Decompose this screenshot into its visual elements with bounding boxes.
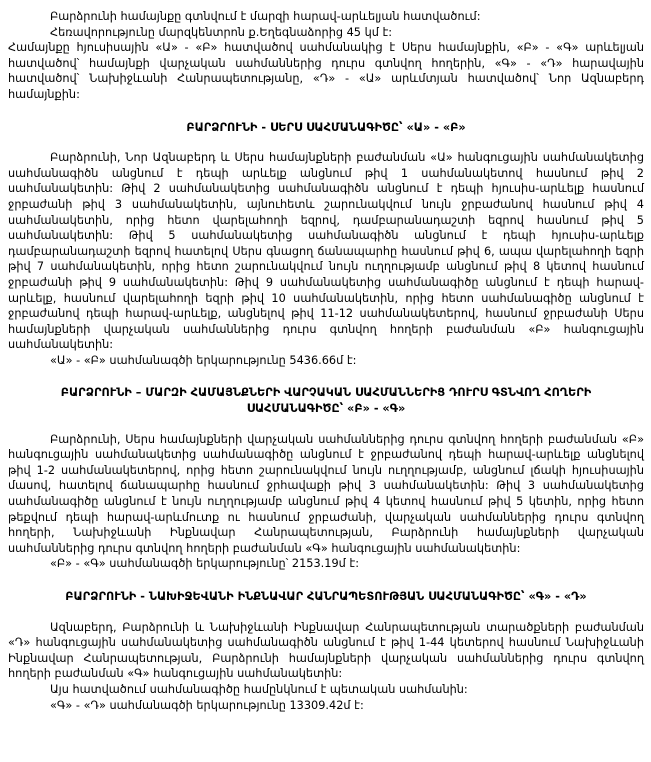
section-length-a-b: «Ա» - «Բ» սահմանագծի երկարությունը 5436.66մ է: <box>50 353 357 367</box>
section-length-b-g: «Բ» - «Գ» սահմանագծի երկարությունը՝ 2153.19մ է: <box>50 557 360 571</box>
section-heading-g-d: ԲԱՐՁՐՈՒՆԻ - ՆԱԽԻՋԵՎԱՆԻ ԻՆՔՆԱՎԱՐ ՀԱՆՐԱՊԵՏՈՒԹՅԱՆ ՍԱՀՄԱՆԱԳԻԾԸ՝ «Գ» - «Դ» <box>65 590 587 603</box>
section-body-b-g: Բարձրունի, Սերս համայնքների վարչական սահմաններից դուրս գտնվող հողերի բաժանման «Բ» հանգուցային սահմանակետից սահմանագիծը անցնում է ջրբաժանով դեպի հարավ-արևելք անցնելով թիվ 1-2 սահմանակետերով, որից հետո շարունակվում նույն ուղղությամբ, անցնում լճակի հյուսիսային մասով, հատելով ճանապարհը հասնում ջրհավաքի թիվ 3 սահմանակետին: Թիվ 3 սահմանակետից սահմանագիծը անցնում է նույն ուղղությամբ անցնում թիվ 4 կետով հասնում թիվ 5 կետին, որից հետո թեքվում դեպի հարավ-արևմուտք ու հասնում ջրբաժանի, վարչական սահմաններից դուրս գտնվող հողերի, Նախիջևանի Ինքնավար Հանրապետության, Բարձրունի համայնքների վարչական սահմաններից դուրս գտնվող հողերի բաժանման «Գ» հանգուցային սահմանակետին: <box>8 432 644 555</box>
intro-line-location: Բարձրունի համայնքը գտնվում է մարզի հարավ-արևելյան հատվածում: <box>50 10 481 23</box>
section-length-g-d: «Գ» - «Դ» սահմանագծի երկարությունը 13309.42մ է: <box>50 698 364 712</box>
section-body-a-b: Բարձրունի, Նոր Ազնաբերդ և Սերս համայնքների բաժանման «Ա» հանգուցային սահմանակետից սահմանագիծն անցնում է դեպի արևելք անցնում թիվ 1 սահմանակետով հասնում թիվ 2 սահմանակետին: Թիվ 2 սահմանակետից սահմանագիծն անցնում է դեպի հյուսիս-արևելք հասնում ջրբաժանի թիվ 3 սահմանակետին, այնուհետև շարունակվում նույն ջրբաժանով հասնում թիվ 4 սահմանակետին, որից հետո վարելահողի եզրով, դամբարանադաշտի եզրով հասնում թիվ 5 սահմանակետին: Թիվ 5 սահմանակետից սահմանագիծն անցնում է դեպի հյուսիս-արևելք դամբարանադաշտի եզրով հատելով Սերս գնացող ճանապարհը հասնում թիվ 6, ապա վարելահողի եզրի թիվ 7 սահմանակետին, որից հետո շարունակվում նույն ուղղությամբ անցնում թիվ 8 կետով հասնում ջրբաժանի թիվ 9 սահմանակետին: Թիվ 9 սահմանակետից սահմանագիծը անցնում է դեպի հարավ-արևելք, հասնում վարելահողի եզրի թիվ 10 սահմանակետին, որից հետո սահմանագիծը անցնում է ջրբաժանով դեպի հարավ-արևելք, անցնելով թիվ 11-12 սահմանակետերով, հասնում ջրբաժանի Սերս համայնքների վարչական սահմաններից դուրս գտնվող հողերի բաժանման «Բ» հանգուցային սահմանակետին: <box>8 151 644 352</box>
section-heading-a-b: ԲԱՐՁՐՈՒՆԻ - ՍԵՐՍ ՍԱՀՄԱՆԱԳԻԾԸ՝ «Ա» - «Բ» <box>186 120 466 134</box>
intro-paragraph: Համայնքը հյուսիսային «Ա» - «Բ» հատվածով սահմանակից է Սերս համայնքին, «Բ» - «Գ» արևելյան հատվածով՝ համայնքի վարչական սահմաններից դուրս գտնվող հողերին, «Գ» - «Դ» հարավային հատվածով՝ Նախիջևանի Հանրապետությանը, «Դ» - «Ա» արևմտյան հատվածով՝ Նոր Ազնաբերդ համայնքին: <box>8 41 644 101</box>
section-body-g-d: Ազնաբերդ, Բարձրունի և Նախիջևանի Ինքնավար Հանրապետության տարածքների բաժանման «Դ» հանգուցային սահմանակետից սահմանագիծն անցնում է թիվ 1-44 կետերով հասնում Նախիջևանի Ինքնավար Հանրապետության, Բարձրունի համայնքների վարչական սահմաններից դուրս գտնվող հողերի բաժանման «Գ» հանգուցային սահմանակետին: <box>8 620 644 681</box>
intro-line-distance: Հեռավորությունը մարզկենտրոն ք.Եղեգնաձորից 45 կմ է: <box>50 25 393 39</box>
section-note-state-border: Այս հատվածում սահմանագիծը համընկնում է պետական սահմանին: <box>50 682 468 696</box>
section-heading-b-g: ԲԱՐՁՐՈՒՆԻ – ՄԱՐԶԻ ՀԱՄԱՅՆՔՆԵՐԻ ՎԱՐՉԱԿԱՆ ՍԱՀՄԱՆՆԵՐԻՑ ԴՈՒՐՍ ԳՏՆՎՈՂ ՀՈՂԵՐԻ ՍԱՀՄԱՆԱԳԻԾԸ՝ «Բ» - «Գ» <box>60 386 592 416</box>
